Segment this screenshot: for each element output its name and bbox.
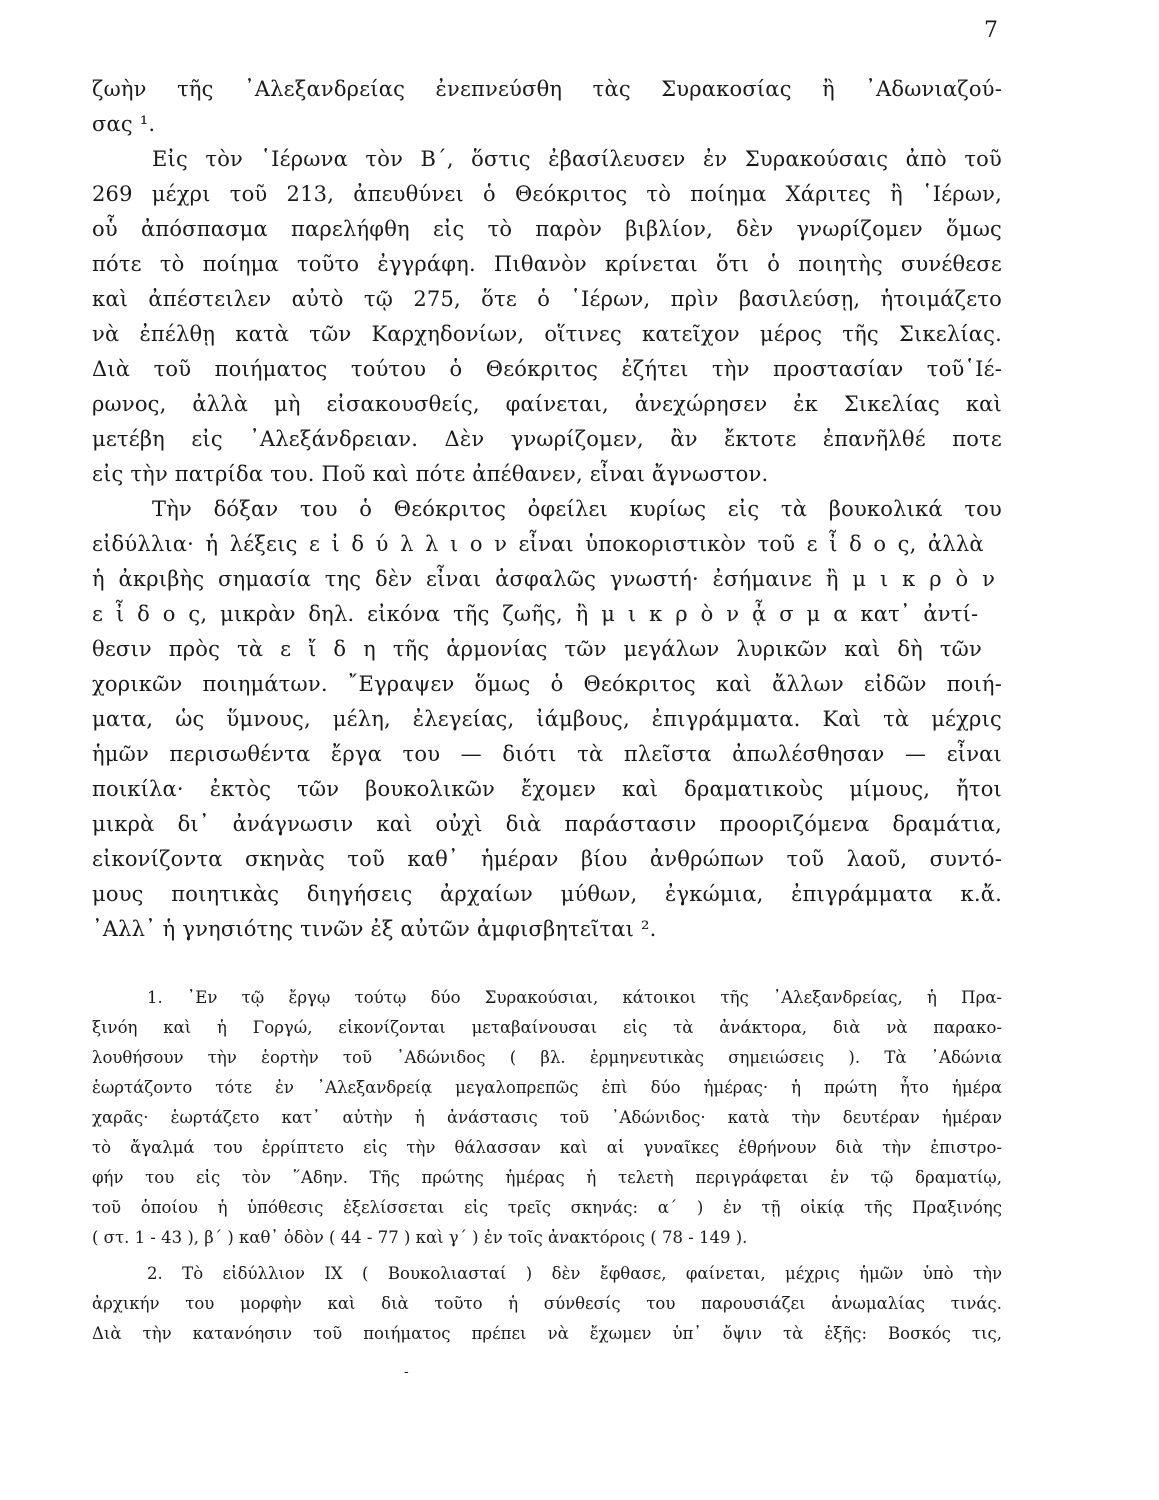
- footnote-line: τὸ ἄγαλμά του ἐρρίπτετο εἰς τὴν θάλασσαν καὶ αἱ γυναῖκες ἐθρήνουν διὰ τὴν ἐπιστρο-: [92, 1138, 1002, 1157]
- footnote-line: ( στ. 1 - 43 ), β΄ ) καθ᾿ ὁδὸν ( 44 - 77 ) καὶ γ΄ ) ἐν τοῖς ἀνακτόροις ( 78 - 149 ).: [92, 1228, 748, 1247]
- body-line: Εἰς τὸν ῾Ιέρωνα τὸν Β΄, ὅστις ἐβασίλευσεν ἐν Συρακούσαις ἀπὸ τοῦ: [152, 147, 1002, 171]
- footnote-line: φήν του εἰς τὸν ῞Αδην. Τῆς πρώτης ἡμέρας ἡ τελετὴ περιγράφεται ἐν τῷ δραματίῳ,: [92, 1168, 1002, 1187]
- body-line: μετέβη εἰς ᾿Αλεξάνδρειαν. Δὲν γνωρίζομεν, ἂν ἔκτοτε ἐπανῆλθέ ποτε: [92, 427, 1002, 451]
- body-line: χορικῶν ποιημάτων. ῎Εγραψεν ὅμως ὁ Θεόκριτος καὶ ἄλλων εἰδῶν ποιή-: [92, 672, 1002, 696]
- body-line: ματα, ὡς ὕμνους, μέλη, ἐλεγείας, ἰάμβους, ἐπιγράμματα. Καὶ τὰ μέχρις: [92, 707, 1002, 731]
- body-line: πότε τὸ ποίημα τοῦτο ἐγγράφη. Πιθανὸν κρίνεται ὅτι ὁ ποιητὴς συνέθεσε: [92, 252, 1002, 276]
- body-line: οὗ ἀπόσπασμα παρελήφθη εἰς τὸ παρὸν βιβλίον, δὲν γνωρίζομεν ὅμως: [92, 217, 1002, 241]
- stray-mark: -: [404, 1364, 409, 1380]
- body-line: 269 μέχρι τοῦ 213, ἀπευθύνει ὁ Θεόκριτος τὸ ποίημα Χάριτες ἢ ῾Ιέρων,: [92, 182, 1002, 206]
- body-line: θεσιν πρὸς τὰ ε ἴ δ η τῆς ἁρμονίας τῶν μεγάλων λυρικῶν καὶ δὴ τῶν: [92, 637, 982, 661]
- body-line: Διὰ τοῦ ποιήματος τούτου ὁ Θεόκριτος ἐζήτει τὴν προστασίαν τοῦ῾Ιέ-: [92, 357, 1002, 381]
- body-line: καὶ ἀπέστειλεν αὐτὸ τῷ 275, ὅτε ὁ ῾Ιέρων, πρὶν βασιλεύσῃ, ἡτοιμάζετο: [92, 287, 1002, 311]
- body-text: [92, 72, 1002, 947]
- footnote-line: Διὰ τὴν κατανόησιν τοῦ ποιήματος πρέπει νὰ ἔχωμεν ὑπ᾿ ὄψιν τὰ ἑξῆς: Βοσκός τις,: [92, 1324, 1002, 1343]
- body-line: εἰδύλλια· ἡ λέξεις ε ἰ δ ύ λ λ ι ο ν εἶναι ὑποκοριστικὸν τοῦ ε ἶ δ ο ς, ἀλλὰ: [92, 532, 984, 556]
- footnote-line: λουθήσουν τὴν ἑορτὴν τοῦ ᾿Αδώνιδος ( βλ. ἑρμηνευτικὰς σημειώσεις ). Τὰ ᾿Αδώνια: [92, 1048, 1002, 1067]
- body-line: ᾿Αλλ᾿ ἡ γνησιότης τινῶν ἐξ αὐτῶν ἀμφισβητεῖται ².: [92, 917, 657, 941]
- body-line: ἡμῶν περισωθέντα ἔργα του — διότι τὰ πλεῖστα ἀπωλέσθησαν — εἶναι: [92, 742, 1002, 766]
- body-line: μικρὰ δι᾿ ἀνάγνωσιν καὶ οὐχὶ διὰ παράστασιν προοριζόμενα δραμάτια,: [92, 812, 1002, 836]
- footnote-line: 2. Τὸ εἰδύλλιον ΙΧ ( Βουκολιασταί ) δὲν ἔφθασε, φαίνεται, μέχρις ἡμῶν ὑπὸ τὴν: [147, 1264, 1002, 1283]
- body-line: εἰς τὴν πατρίδα του. Ποῦ καὶ πότε ἀπέθανεν, εἶναι ἄγνωστον.: [92, 462, 769, 486]
- footnote-line: 1. ᾿Εν τῷ ἔργῳ τούτῳ δύο Συρακούσιαι, κάτοικοι τῆς ᾿Αλεξανδρείας, ἡ Πρα-: [147, 988, 1002, 1007]
- body-line: νὰ ἐπέλθῃ κατὰ τῶν Καρχηδονίων, οἵτινες κατεῖχον μέρος τῆς Σικελίας.: [92, 322, 1002, 346]
- body-line: εἰκονίζοντα σκηνὰς τοῦ καθ᾿ ἡμέραν βίου ἀνθρώπων τοῦ λαοῦ, συντό-: [92, 847, 1002, 871]
- body-line: ποικίλα· ἐκτὸς τῶν βουκολικῶν ἔχομεν καὶ δραματικοὺς μίμους, ἤτοι: [92, 777, 1002, 801]
- body-line: σας ¹.: [92, 112, 156, 136]
- body-line: ἡ ἀκριβὴς σημασία της δὲν εἶναι ἀσφαλῶς γνωστή· ἐσήμαινε ἢ μ ι κ ρ ὸ ν: [92, 567, 996, 591]
- footnotes: [92, 983, 1002, 1349]
- footnote-line: τοῦ ὁποίου ἡ ὑπόθεσις ἐξελίσσεται εἰς τρεῖς σκηνάς: α΄ ) ἐν τῇ οἰκίᾳ τῆς Πραξινόης: [92, 1198, 1002, 1217]
- footnote-line: ξινόη καὶ ἡ Γοργώ, εἰκονίζονται μεταβαίνουσαι εἰς τὰ ἀνάκτορα, διὰ νὰ παρακο-: [92, 1018, 1002, 1037]
- footnote-line: ἑωρτάζοντο τότε ἐν ᾿Αλεξανδρείᾳ μεγαλοπρεπῶς ἐπὶ δύο ἡμέρας· ἡ πρώτη ἦτο ἡμέρα: [92, 1078, 1002, 1097]
- body-line: μους ποιητικὰς διηγήσεις ἀρχαίων μύθων, ἐγκώμια, ἐπιγράμματα κ.ἄ.: [92, 882, 1002, 906]
- body-line: ε ἶ δ ο ς, μικρὰν δηλ. εἰκόνα τῆς ζωῆς, ἢ μ ι κ ρ ὸ ν ᾆ σ μ α κατ᾿ ἀντί-: [92, 602, 979, 626]
- footnote-line: ἀρχικήν του μορφὴν καὶ διὰ τοῦτο ἡ σύνθεσίς του παρουσιάζει ἀνωμαλίας τινάς.: [92, 1294, 1002, 1313]
- body-line: Τὴν δόξαν του ὁ Θεόκριτος ὀφείλει κυρίως εἰς τὰ βουκολικά του: [152, 497, 1002, 521]
- footnote-line: χαρᾶς· ἑωρτάζετο κατ᾿ αὐτὴν ἡ ἀνάστασις τοῦ ᾿Αδώνιδος· κατὰ τὴν δευτέραν ἡμέραν: [92, 1108, 1002, 1127]
- body-line: ζωὴν τῆς ᾿Αλεξανδρείας ἐνεπνεύσθη τὰς Συρακοσίας ἢ ᾿Αδωνιαζού-: [92, 77, 1002, 101]
- page-number: 7: [984, 18, 998, 43]
- body-line: ρωνος, ἀλλὰ μὴ εἰσακουσθείς, φαίνεται, ἀνεχώρησεν ἐκ Σικελίας καὶ: [92, 392, 1002, 416]
